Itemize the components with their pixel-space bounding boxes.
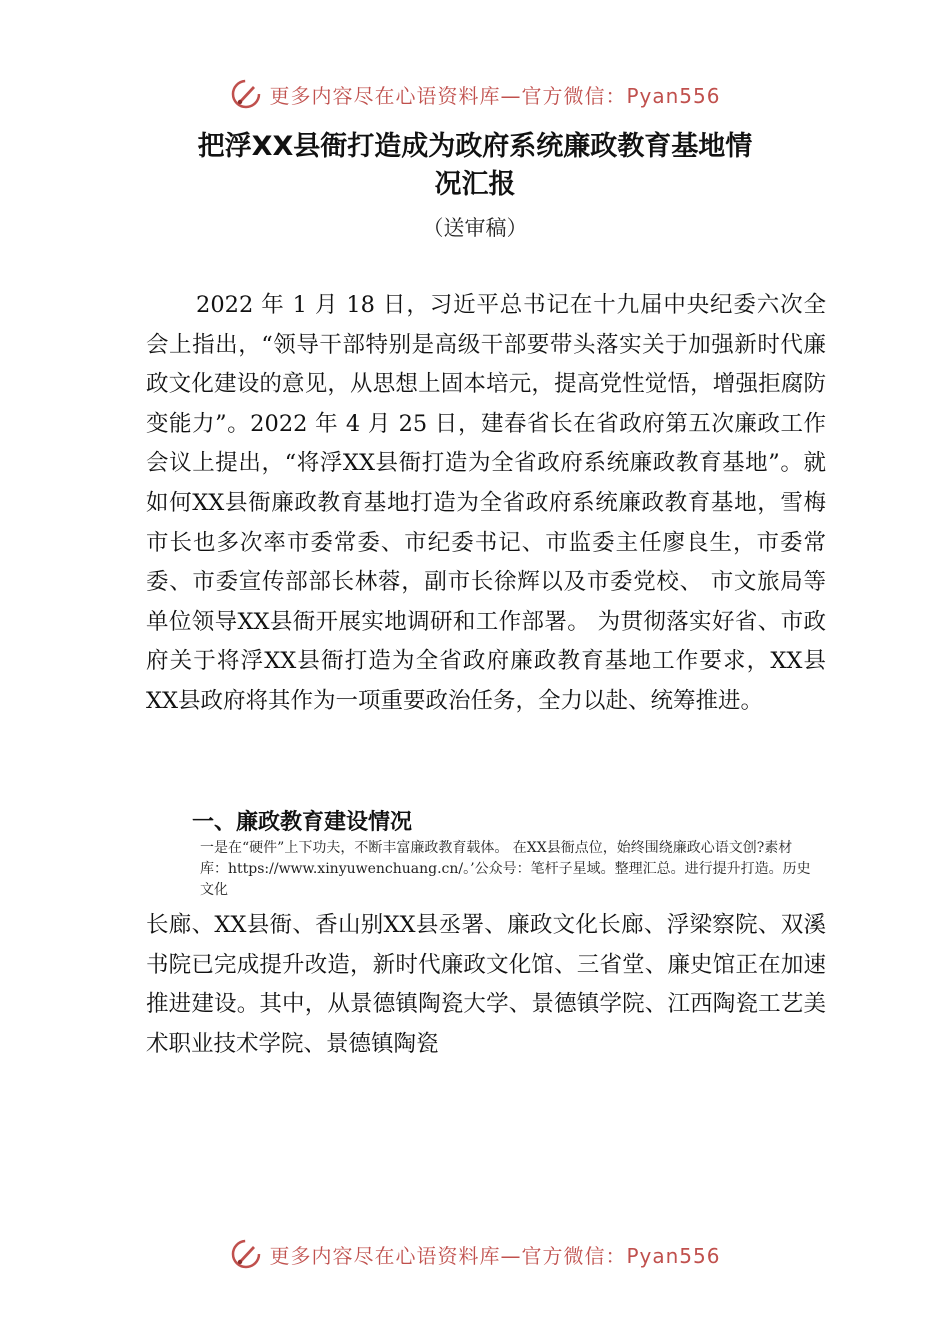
paragraph-intro: 2022 年 1 月 18 日，习近平总书记在十九届中央纪委六次全会上指出，“领导干部特别是高级干部要带头落实关于加强新时代廉政文化建设的意见，从思想上固本培元，提高党性觉悟，增强拒腐防变能力”。2022 年 4 月 25 日，建春省长在省政府第五次廉政工作会议上提出，“将浮XX县衙打造为全省政府系统廉政教育基地”。就如何XX县衙廉政教育基地打造为全省政府系统廉政教育基地，雪梅市长也多次率市委常委、市纪委书记、市监委主任廖良生，市委常委、市委宣传部部长林蓉，副市长徐辉以及市委党校、 市文旅局等单位领导XX县衙开展实地调研和工作部署。 为贯彻落实好省、市政府关于将浮XX县衙打造为全省政府廉政教育基地工作要求，XX县XX县政府将其作为一项重要政治任务，全力以赴、统筹推进。 [146, 292, 826, 714]
watermark-footer [0, 1234, 950, 1274]
watermark-text: 更多内容尽在心语资料库—官方微信：Pyan556 [269, 1243, 721, 1268]
small-print-paragraph: 一是在“硬件”上下功夫，不断丰富廉政教育载体。 在XX县衙点位，始终围绕廉政心语文创?素材库：https://www.xinyuwenchuang.cn/。’公众号：笔杆子星域。整理汇总。进行提升打造。历史文化 [200, 840, 811, 898]
paragraph-continuation: 长廊、XX县衙、香山别XX县丞署、廉政文化长廊、浮梁察院、双溪书院已完成提升改造，新时代廉政文化馆、三省堂、廉史馆正在加速推进建设。其中，从景德镇陶瓷大学、景德镇学院、江西陶瓷工艺美术职业技术学院、景德镇陶瓷 [146, 912, 826, 1057]
watermark-header [0, 74, 950, 114]
watermark-text: 更多内容尽在心语资料库—官方微信：Pyan556 [269, 83, 721, 108]
title-line-2: 况汇报 [434, 169, 516, 200]
title-line-1: 把浮XX县衙打造成为政府系统廉政教育基地情 [197, 131, 753, 162]
brush-logo-icon [229, 1237, 263, 1271]
brush-logo-icon [229, 77, 263, 111]
document-subtitle: （送审稿） [422, 216, 528, 240]
section-heading: 一、廉政教育建设情况 [192, 810, 413, 835]
document-title [80, 128, 870, 204]
